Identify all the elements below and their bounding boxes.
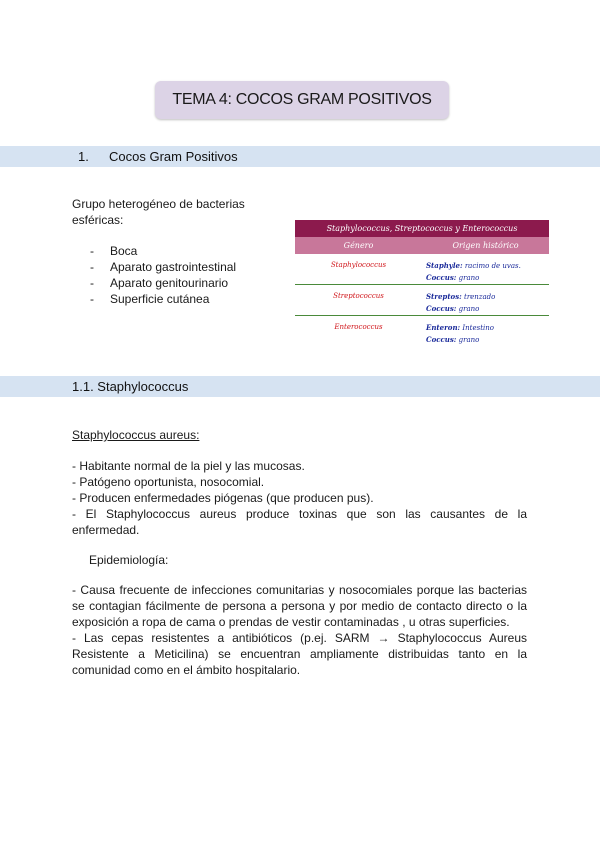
epidemiology-label: Epidemiología: [89, 553, 169, 567]
table-row [295, 316, 549, 347]
origin-cell [422, 254, 549, 285]
origin-text: grano [458, 305, 480, 313]
origin-text: trenzado [464, 293, 496, 301]
origin-cell [422, 316, 549, 347]
species-label: Staphylococcus aureus: [72, 428, 200, 442]
genus-cell: Staphylococcus [295, 254, 422, 285]
epidemiology-block [72, 582, 527, 678]
origin-term: Coccus: [426, 273, 457, 282]
origin-text: racimo de uvas. [464, 262, 521, 270]
table-row [295, 254, 549, 285]
origin-text: Intestino [462, 324, 494, 332]
feature-line: - El Staphylococcus aureus produce toxinas que son las causantes de la enfermedad. [72, 507, 527, 537]
origin-term: Streptos: [426, 292, 462, 301]
feature-line: - Producen enfermedades piógenas (que producen pus). [72, 491, 374, 505]
genus-cell: Streptococcus [295, 285, 422, 316]
origin-term: Coccus: [426, 304, 457, 313]
intro-text: Grupo heterogéneo de bacterias esféricas: [72, 197, 245, 227]
list-item: - Aparato genitourinario [90, 275, 236, 291]
epidemiology-paragraph: - Las cepas resistentes a antibióticos (p.ej. SARM → Staphylococcus Aureus Resistente a Meticilina) se encuentran ampliamente distribuidas tanto en la comunidad como en el ámbito hospitalario. [72, 631, 527, 677]
section-heading: Cocos Gram Positivos [109, 149, 238, 164]
origin-text: grano [458, 336, 480, 344]
genus-cell: Enterococcus [334, 323, 383, 331]
origin-term: Staphyle: [426, 261, 463, 270]
column-header-genero: Género [343, 241, 374, 250]
genus-table [295, 220, 549, 346]
section-heading-band [0, 146, 600, 167]
table-caption: Staphylococcus, Streptococcus y Enterococcus [326, 224, 518, 233]
list-item: - Superficie cutánea [90, 291, 236, 307]
origin-term: Enteron: [426, 323, 461, 332]
subsection-heading: 1.1. Staphylococcus [72, 379, 189, 394]
page-title-box [155, 81, 449, 119]
origin-text: grano [458, 274, 480, 282]
table-header-row [295, 237, 549, 254]
features-block [72, 458, 527, 538]
origin-term: Coccus: [426, 335, 457, 344]
feature-line: - Habitante normal de la piel y las mucosas. [72, 459, 305, 473]
table-caption-row [295, 220, 549, 237]
column-header-origen: Origen histórico [452, 241, 519, 250]
habitat-list [90, 243, 236, 307]
feature-line: - Patógeno oportunista, nosocomial. [72, 475, 265, 489]
epidemiology-paragraph: - Causa frecuente de infecciones comunitarias y nosocomiales porque las bacterias se contagian fácilmente de persona a persona y por medio de contacto directo o la exposición a ropa de cama o prendas de vestir contaminadas , u otras superficies. [72, 583, 527, 629]
origin-cell [422, 285, 549, 316]
table-row [295, 285, 549, 316]
subsection-heading-band [0, 376, 600, 397]
section-number: 1. [78, 149, 89, 164]
list-item: - Boca [90, 243, 236, 259]
page-title: TEMA 4: COCOS GRAM POSITIVOS [172, 91, 432, 108]
list-item: - Aparato gastrointestinal [90, 259, 236, 275]
